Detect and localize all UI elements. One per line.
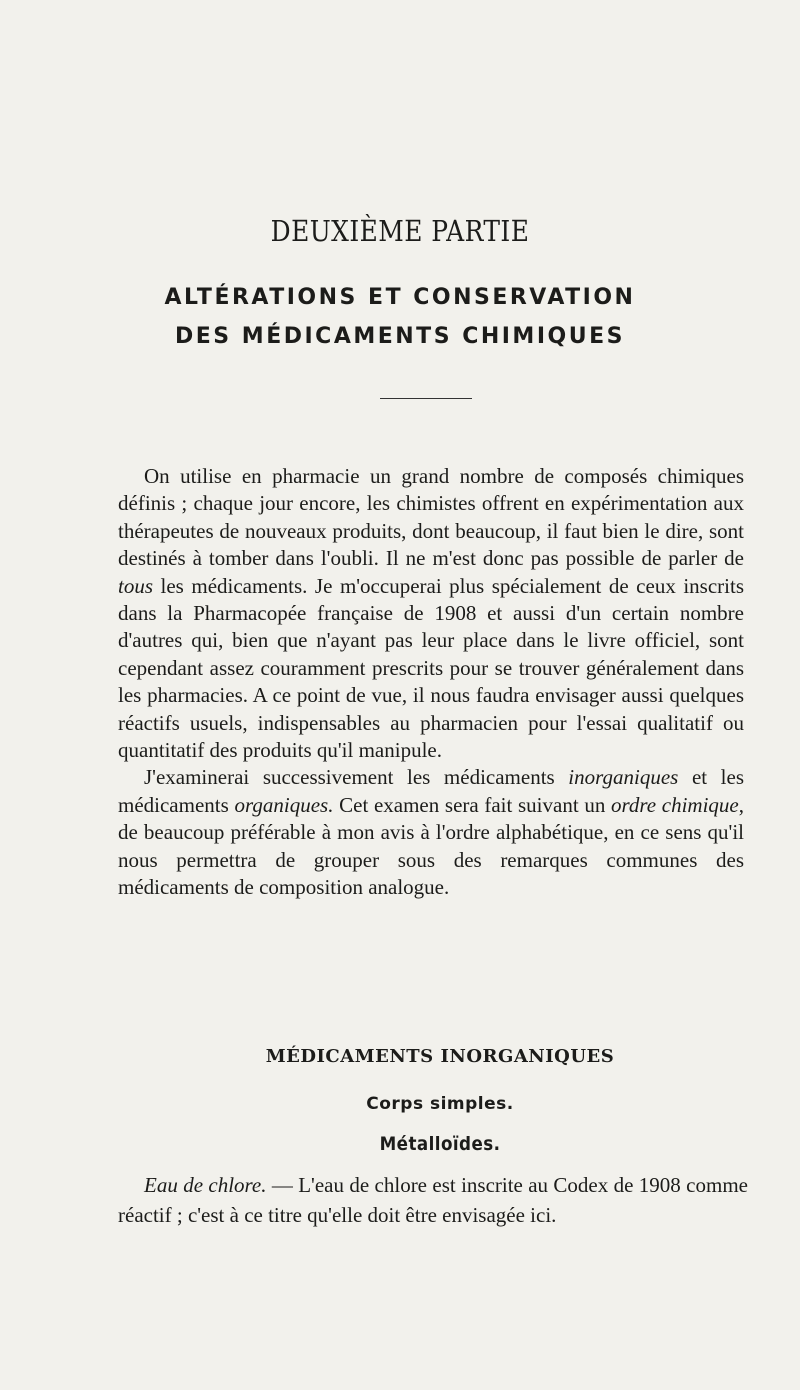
entry-text: — L'eau de chlore est inscrite au Codex de 1908 comme réactif ; c'est à ce titre qu'elle doit être envisagée ici. — [118, 1173, 748, 1227]
title-divider — [380, 398, 472, 399]
intro-paragraph-2 — [118, 764, 744, 901]
main-title-line-1: ALTÉRATIONS ET CONSERVATION — [164, 285, 636, 310]
p2-part-b: et les médicaments — [118, 765, 744, 817]
entry-paragraph — [118, 1170, 748, 1230]
section-heading-inorganic: MÉDICAMENTS INORGANIQUES — [265, 1046, 615, 1067]
entry-eau-de-chlore — [118, 1170, 748, 1230]
p2-emphasis-organiques: organiques. — [234, 792, 334, 817]
entry-term: Eau de chlore. — [144, 1173, 267, 1197]
intro-text — [118, 463, 744, 902]
p2-part-a: J'examinerai successivement les médicaments — [144, 765, 569, 790]
main-title-line-2: DES MÉDICAMENTS CHIMIQUES — [175, 324, 625, 349]
p1-emphasis-tous: tous — [118, 573, 154, 598]
subsection-heading-simple: Corps simples. — [366, 1094, 514, 1114]
p2-emphasis-inorganiques: inorganiques — [568, 765, 679, 790]
subsection-heading-metalloids: Métalloïdes. — [379, 1133, 501, 1155]
p2-part-d: , de beaucoup préférable à mon avis à l'ordre alphabétique, en ce sens qu'il nous permettra de grouper sous des remarques communes des médicaments de composition analogue. — [118, 792, 744, 900]
p2-part-c: Cet examen sera fait suivant un — [333, 792, 611, 817]
intro-paragraph-1 — [118, 463, 744, 764]
p2-emphasis-ordre: ordre chimique — [611, 792, 739, 817]
part-title: DEUXIÈME PARTIE — [270, 214, 530, 248]
p1-part-a: On utilise en pharmacie un grand nombre de composés chimiques définis ; chaque jour encore, les chimistes offrent en expérimentation aux thérapeutes de nouveaux produits, dont beaucoup, il faut bien le dire, sont destinés à tomber dans l'oubli. Il ne m'est donc pas possible de parler de — [118, 464, 744, 571]
p1-part-b: les médicaments. Je m'occuperai plus spécialement de ceux inscrits dans la Pharmacopée française de 1908 et aussi d'un certain nombre d'autres qui, bien que n'ayant pas leur place dans le livre officiel, sont cependant assez couramment prescrits pour se trouver généralement dans les pharmacies. A ce point de vue, il nous faudra envisager aussi quelques réactifs usuels, indispensables au pharmacien pour l'essai qualitatif ou quantitatif des produits qu'il manipule. — [118, 573, 744, 763]
